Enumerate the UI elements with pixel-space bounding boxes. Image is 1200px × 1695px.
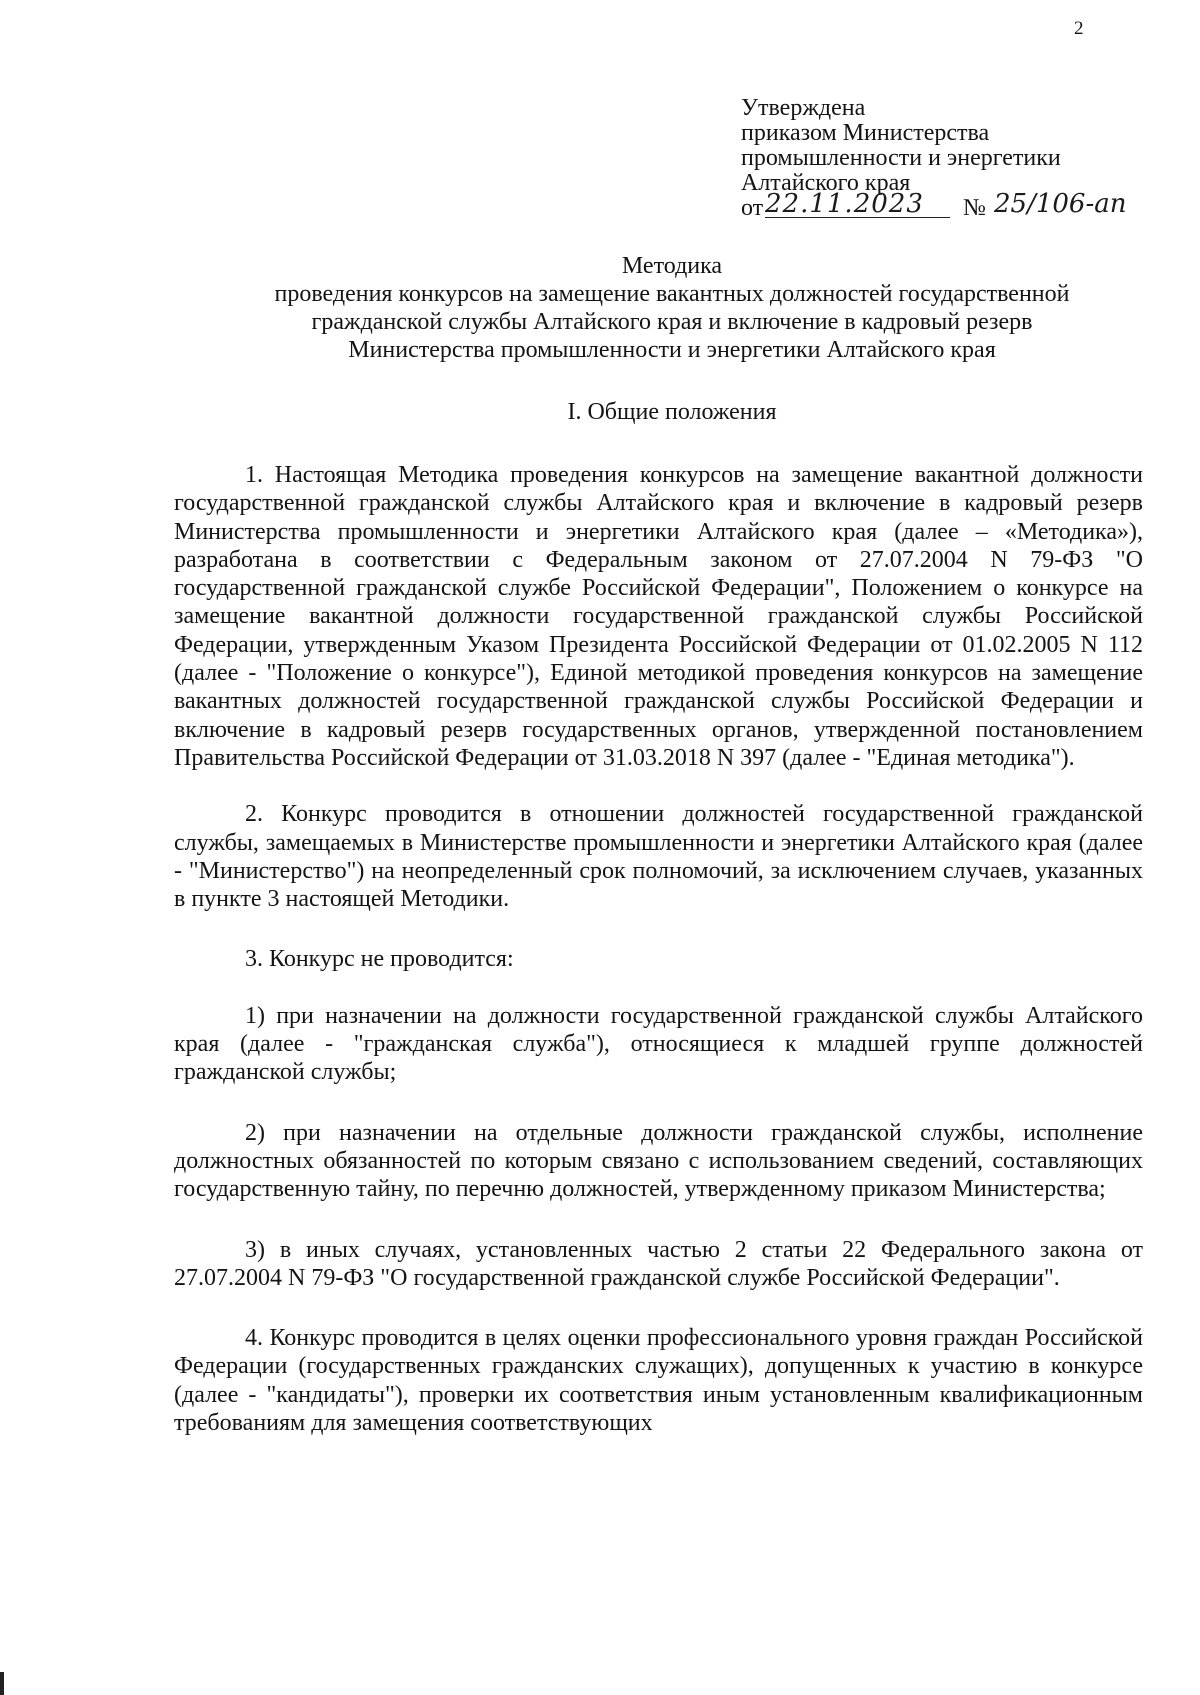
order-number-handwritten: 25/106-ап [994, 189, 1127, 219]
paragraph: 2) при назначении на отдельные должности гражданской службы, исполнение должностных обязанностей по которым связано с использованием сведений, составляющих государственную тайну, по перечню должностей, утвержденному приказом Министерства; [174, 1119, 1143, 1203]
paragraph: 3) в иных случаях, установленных частью 2 статьи 22 Федерального закона от 27.07.2004 N 79-ФЗ "О государственной гражданской службе Российской Федерации". [174, 1236, 1143, 1291]
approval-block [741, 95, 1127, 226]
number-sign: № [963, 195, 986, 221]
title-line: проведения конкурсов на замещение вакантных должностей государственной [274, 281, 1070, 307]
title-line: Методика [621, 253, 723, 279]
document-title [172, 252, 1172, 364]
page-number: 2 [1074, 18, 1084, 39]
scan-edge-mark [0, 1672, 4, 1695]
paragraph: 1) при назначении на должности государственной гражданской службы Алтайского края (далее - "гражданская служба"), относящиеся к младшей группе должностей гражданской службы; [174, 1002, 1143, 1086]
paragraph: 1. Настоящая Методика проведения конкурсов на замещение вакантной должности государственной гражданской службы Алтайского края и включение в кадровый резерв Министерства промышленности и энергетики Алтайского края (далее – «Методика»), разработана в соответствии с Федеральным законом от 27.07.2004 N 79-ФЗ "О государственной гражданской службе Российской Федерации", Положением о конкурсе на замещение вакантной должности государственной гражданской службы Российской Федерации, утвержденным Указом Президента Российской Федерации от 01.02.2005 N 112 (далее - "Положение о конкурсе"), Единой методикой проведения конкурсов на замещение вакантных должностей государственной гражданской службы Российской Федерации и включение в кадровый резерв государственных органов, утвержденной постановлением Правительства Российской Федерации от 31.03.2018 N 397 (далее - "Единая методика"). [174, 462, 1143, 771]
approval-line: Алтайского края [741, 170, 911, 196]
section-heading: I. Общие положения [567, 399, 777, 425]
approval-line: промышленности и энергетики [741, 145, 1061, 171]
order-date-number-row [741, 189, 1127, 226]
title-line: Министерства промышленности и энергетики Алтайского края [348, 337, 996, 363]
paragraph: 3. Конкурс не проводится: [245, 946, 514, 973]
paragraph: 2. Конкурс проводится в отношении должностей государственной гражданской службы, замещаемых в Министерстве промышленности и энергетики Алтайского края (далее - "Министерство") на неопределенный срок полномочий, за исключением случаев, указанных в пункте 3 настоящей Методики. [174, 801, 1143, 913]
paragraph: 4. Конкурс проводится в целях оценки профессионального уровня граждан Российской Федерации (государственных гражданских служащих), допущенных к участию в конкурсе (далее - "кандидаты"), проверки их соответствия иным установленным квалификационным требованиям для замещения соответствующих [174, 1325, 1143, 1437]
date-prefix: от [741, 195, 764, 221]
document-body [174, 461, 1143, 1467]
approval-line: приказом Министерства [741, 120, 990, 146]
order-date-handwritten: 22.11.2023 [765, 192, 950, 218]
approval-line: Утверждена [741, 95, 866, 121]
title-line: гражданской службы Алтайского края и включение в кадровый резерв [311, 309, 1033, 335]
